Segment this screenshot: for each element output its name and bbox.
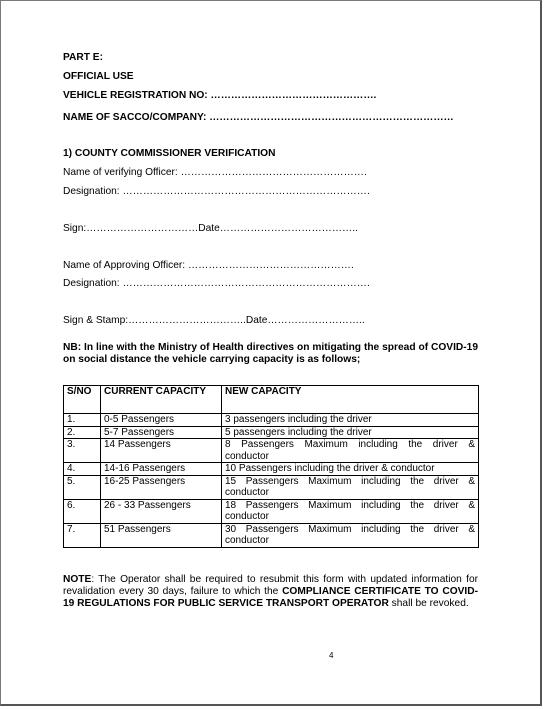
note-text-1: : The Operator shall be required to resubmit this form with updated information for revalidation every 30 days, failure to which the <box>63 574 478 598</box>
cell-current: 14-16 Passengers <box>101 463 222 476</box>
cell-new: 8 Passengers Maximum including the driver & conductor <box>222 439 479 463</box>
note-bold-text: COMPLIANCE CERTIFICATE TO COVID-19 REGULATIONS FOR PUBLIC SERVICE TRANSPORT OPERATOR <box>63 586 478 610</box>
capacity-table <box>63 385 479 548</box>
cell-sno: 4. <box>64 463 101 476</box>
table-header-row <box>64 386 479 414</box>
part-label: PART E: <box>63 52 103 63</box>
verifying-officer-field: Name of verifying Officer: ………………………………………………. <box>63 167 367 178</box>
cell-current: 5-7 Passengers <box>101 426 222 439</box>
approving-officer-field: Name of Approving Officer: …………………………………………. <box>63 260 354 271</box>
header-sno: S/NO <box>64 386 101 414</box>
note-label: NOTE <box>63 574 92 585</box>
table-row <box>64 439 479 463</box>
verification-heading: 1) COUNTY COMMISSIONER VERIFICATION <box>63 148 276 159</box>
sacco-name-field: NAME OF SACCO/COMPANY: ……………………………………………………………… <box>63 112 454 123</box>
cell-new: 3 passengers including the driver <box>222 414 479 427</box>
sign-stamp-field: Sign & Stamp:……………………………..Date……………………….. <box>63 315 365 326</box>
table-row <box>64 463 479 476</box>
cell-sno: 2. <box>64 426 101 439</box>
cell-new: 5 passengers including the driver <box>222 426 479 439</box>
nb-paragraph: NB: In line with the Ministry of Health directives on mitigating the spread of COVID-19 on social distance the vehicle carrying capacity is as follows; <box>63 342 478 366</box>
table-row <box>64 523 479 547</box>
header-new-capacity: NEW CAPACITY <box>222 386 479 414</box>
cell-current: 51 Passengers <box>101 523 222 547</box>
official-use-label: OFFICIAL USE <box>63 71 134 82</box>
cell-current: 16-25 Passengers <box>101 475 222 499</box>
table-row <box>64 426 479 439</box>
table-row <box>64 499 479 523</box>
cell-new: 15 Passengers Maximum including the driver & conductor <box>222 475 479 499</box>
table-row <box>64 475 479 499</box>
cell-sno: 3. <box>64 439 101 463</box>
cell-sno: 5. <box>64 475 101 499</box>
note-paragraph <box>63 574 478 611</box>
cell-new: 10 Passengers including the driver & conductor <box>222 463 479 476</box>
designation-field-2: Designation: ………………………………………………………………. <box>63 278 370 289</box>
designation-field-1: Designation: ………………………………………………………………. <box>63 186 370 197</box>
cell-sno: 1. <box>64 414 101 427</box>
cell-current: 26 - 33 Passengers <box>101 499 222 523</box>
cell-new: 18 Passengers Maximum including the driver & conductor <box>222 499 479 523</box>
cell-current: 0-5 Passengers <box>101 414 222 427</box>
cell-current: 14 Passengers <box>101 439 222 463</box>
header-current-capacity: CURRENT CAPACITY <box>101 386 222 414</box>
cell-sno: 7. <box>64 523 101 547</box>
sign-date-field: Sign:……………………………Date………………………………….. <box>63 223 358 234</box>
vehicle-registration-field: VEHICLE REGISTRATION NO: …………………………………………. <box>63 90 377 101</box>
cell-new: 30 Passengers Maximum including the driver & conductor <box>222 523 479 547</box>
table-row <box>64 414 479 427</box>
cell-sno: 6. <box>64 499 101 523</box>
note-text-2: shall be revoked. <box>388 598 469 610</box>
page-number: 4 <box>329 651 334 660</box>
